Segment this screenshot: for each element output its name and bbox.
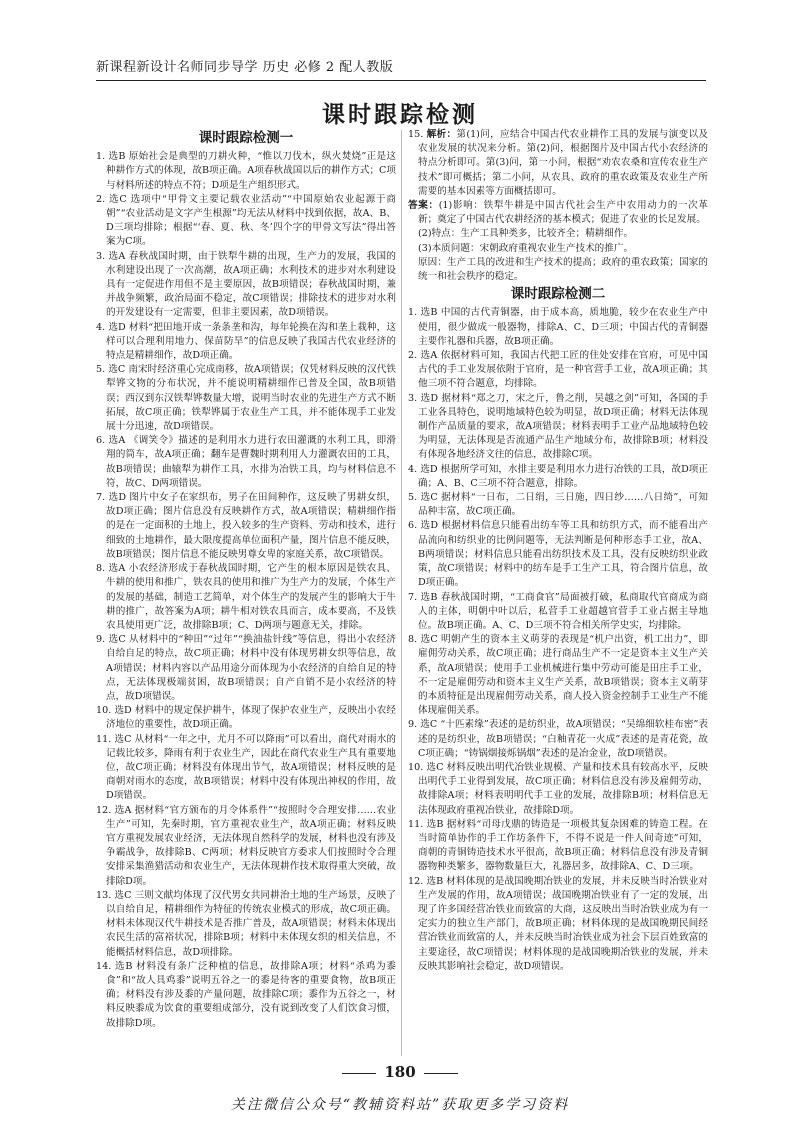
left-column (96, 128, 396, 1031)
analysis-paragraph: 15. 解析：第(1)问，应结合中国古代农业耕作工具的发展与演变以及农业发展的状况来分析。第(2)问，根据图片及中国古代小农经济的特点分析即可。第(3)问，第一小问，根据“劝农农桑和宣传农业生产技术”即可概括；第二小问，从农具、政府的重农政策及农业生产所需要的基本因素等方面概括即可。 (408, 129, 709, 197)
answer-item: 11. 选B 据材料“司母戊鼎的铸造是一项极其复杂困难的铸造工程。在当时简单协作的手工作坊条件下，不得不说是一件人间奇迹”可知，商朝的青铜铸造技术水平很高，故B项正确；材料信息没有涉及青铜器物种类繁多，器物数量巨大，礼器居多，故排除A、C、D三项。 (408, 818, 708, 873)
answer-item: 4. 选D 根据所学可知，水排主要是利用水力进行冶铁的工具，故D项正确；A、B、C三项不符合题意，排除。 (408, 463, 708, 489)
answer-item: 4. 选D 材料“把田地开成一条条垄和沟，每年轮换在沟和垄上栽种，这样可以合理利用地力、保苗防旱”的信息反映了我国古代农业经济的特点是精耕细作，故D项正确。 (96, 321, 396, 362)
answer-item: 9. 选C “十匹素缘”表述的是纺织业，故A项错误；“吴绵细软桂布密”表述的是纺织业，故B项错误；“白釉青花一火成”表述的是青花瓷，故C项正确；“铸锅烟接烁锅烟”表述的是冶金业，故D项错误。 (408, 719, 708, 759)
answer-text-2: (2)特点：生产工具种类多，比较齐全；精耕细作。 (418, 228, 634, 240)
answer-item: 11. 选C 从材料“一年之中，尤月不可以降雨”可以看出，商代对雨水的记载比较多，降雨有利于农业生产，因此在商代农业生产具有重要地位，故C项正确；材料没有体现出节气，故A项错误；材料反映的是商朝对雨水的态度，故B项错误；材料中没有体现出神权的作用，故D项错误。 (96, 733, 396, 802)
answer-text-3: (3)本质问题：宋朝政府重视农业生产技术的推广。 (418, 242, 634, 254)
answer-item: 5. 选C 南宋时经济重心完成南移，故A项错误；仅凭材料反映的汉代铁犁铧文物的分布状况，并不能说明精耕细作已普及全国，故B项错误；西汉到东汉铁犁铧数量大增，说明当时农业的先进生产方式不断拓展，故C项正确；铁犁铧属于农业生产工具，并不能体现手工业发展十分迅速，故D项错误。 (96, 364, 396, 433)
page-number-text: 180 (384, 1063, 416, 1081)
header-rule (96, 80, 706, 81)
page-title: 课时跟踪检测 (322, 101, 478, 128)
answer-text-4: 原因：生产工具的改进和生产技术的提高；政府的重农政策；国家的统一和社会秩序的稳定。 (418, 256, 708, 283)
answer-item: 12. 选B 材料体现的是战国晚期冶铁业的发展，并未反映当时冶铁业对生产发展的作用，故A项错误；战国晚期冶铁业有了一定的发展，出现了许多国经营冶铁业而致富的大商，这反映出当时冶铁业成为有一定实力的独立生产部门，故B项正确；材料体现的是战国晚期民间经营冶铁业而致富的人，并未反映当时冶铁业成为社会下层百姓致富的主要途径，故C项错误；材料体现的是战国晚期冶铁业的发展，并未反映其影响社会稳定，故D项错误。 (408, 875, 708, 972)
answer-item: 6. 选A 《调笑令》描述的是利用水力进行农田灌溉的水利工具，即滑翔的筒车，故A项正确；翻车是曹魏时期利用人力灌溉农田的工具，故B项错误；曲辕犁为耕作工具，水排为冶铁工具，均与材料信息不符，故C、D两项错误。 (96, 435, 396, 489)
answer-text-1: (1)影响：铁犁牛耕是中国古代社会生产中农用动力的一次革新；奠定了中国古代农耕经济的基本模式；促进了农业的长足发展。 (418, 200, 708, 226)
column-divider (401, 130, 402, 1056)
answer-item: 10. 选C 材料反映出明代冶铁业规模、产量和技术具有较高水平，反映出明代手工业得到发展，故C项正确；材料信息没有涉及雇佣劳动，故排除A项；材料表明明代手工业的发展，故排除B项；材料信息无法体现政府重视冶铁业，故排除D项。 (408, 761, 708, 816)
answer-item: 8. 选C 明朝产生的资本主义萌芽的表现是“机户出资，机工出力”，即雇佣劳动关系，故C项正确；进行商品生产不一定是资本主义生产关系，故A项错误；使用手工业机械进行集中劳动可能是田庄手工业，不一定是雇佣劳动和资本主义生产关系，故B项错误；资本主义萌芽的本质特征是出现雇佣劳动关系，商人投入资金控制手工业生产不能体现雇佣关系。 (408, 634, 708, 717)
answer-item: 3. 选A 春秋战国时期，由于铁犁牛耕的出现，生产力的发展，我国的水利建设出现了一次高潮，故A项正确；水利技术的进步对水利建设具有一定促进作用但不是主要原因，故B项错误；春秋战国时期，兼并战争频繁，政治局面不稳定，故C项错误；排除技术的进步对水利的开发建设有一定需要，但非主要因素，故D项错误。 (96, 250, 396, 319)
analysis-label: 解析： (426, 129, 457, 140)
answer-15-block (408, 128, 708, 284)
answer-item: 12. 选A 据材料“官方颁布的月令体系件”“按照时令合理安排……农业生产”可知，先秦时期，官方重视农业生产，故A项正确；材料反映官方重视发展农业经济，无法体现自然科学的发展，材料也没有涉及争霸战争，故排除B、C两项；材料反映官方委求人们按照时令合理安排采集渔猎活动和农业生产，无法体现耕作技术取得重大突破，故排除D项。 (96, 804, 396, 887)
section-heading-1: 课时跟踪检测一 (198, 130, 294, 146)
answer-item: 8. 选A 小农经济形成于春秋战国时期，它产生的根本原因是铁农具、牛耕的使用和推广，铁农具的使用和推广为生产力的发展，个体生产的发展的基础，制造工艺简单，对个体生产的发展产生的影响大于牛耕的推广，故答案为A项；耕牛相对铁农具而言，成本要高，不及铁农具使用更广泛，故排除B项；C、D两项与题意无关，排除。 (96, 563, 396, 631)
answer-item: 2. 选A 依据材料可知，我国古代把工匠的住处安排在官府，可见中国古代的手工业发展依附于官府，是一种官营手工业，故A项正确；其他三项不符合题意，均排除。 (408, 350, 708, 390)
right-column (408, 128, 708, 974)
footer-note: 关注微信公众号“教辅资料站”获取更多学习资料 (230, 1097, 570, 1113)
answer-item: 14. 选B 材料没有条广泛种植的信息，故排除A项；材料“杀鸡为黍食”和“故人具鸡黍”说明五谷之一的黍是待客的重要食物，故B项正确；材料没有涉及黍的产量问题，故排除C项；黍作为五谷之一，材料反映黍成为饮食的重要组成部分，没有说到改变了人们饮食习惯，故排除D项。 (96, 960, 396, 1029)
answer-item: 7. 选B 春秋战国时期，“工商食官”局面被打破，私商取代官商成为商人的主体，明朝中叶以后，私营手工业超越官营手工业占据主导地位。故B项正确。A、C、D三项不符合相关所学史实，均排除。 (408, 591, 708, 631)
running-header: 新课程新设计名师同步导学 历史 必修 2 配人教版 (96, 60, 394, 75)
section-heading-2: 课时跟踪检测二 (510, 286, 606, 303)
section-1-answers (96, 150, 396, 1031)
answer-item: 1. 选B 中国的古代青铜器，由于成本高，质地脆，较少在农业生产中使用，很少做成一般器物，排除A、C、D三项；中国古代的青铜器主要作礼器和兵器，故B项正确。 (408, 307, 708, 347)
answer-item: 2. 选C 选项中“甲骨文主要记载农业活动”“中国原始农业起源于商朝”“农业活动是文字产生根源”均无法从材料中找到依据，故A、B、D三项均排除；根据“‘春、夏、秋、冬’四个字的甲骨文写法”得出答案为C项。 (96, 193, 396, 248)
page-number (0, 1063, 800, 1081)
answer-item: 3. 选D 据材料“郑之刀，宋之斤，鲁之削，吴越之剑”可知，各国的手工业各具特色，说明地域特色较为明显，故D项正确；材料无法体现制作产品质量的要求，故A项错误；材料表明手工业产品地域特色较为明显，无法体现是否流通产品生产地域分布，故排除B项；材料没有体现各地经济文往的信息，故排除C项。 (408, 392, 708, 461)
answer-paragraph (408, 199, 708, 227)
answer-item: 6. 选D 根据材料信息只能看出纺车等工具和纺织方式，而不能看出产品流向和纺织业的比例问题等，无法判断是何种形态手工业，故A、B两项错误；材料信息只能看出纺织技术及工具，没有反映纺织业政策，故C项错误；材料中的纺车是手工生产工具，符合图片信息，故D项正确。 (408, 520, 708, 589)
section-2-answers (408, 306, 708, 974)
answer-item: 10. 选D 材料中的规定保护耕牛，体现了保护农业生产，反映出小农经济地位的重要性，故D项正确。 (96, 705, 396, 731)
analysis-text: 第(1)问，应结合中国古代农业耕作工具的发展与演变以及农业发展的状况来分析。第(2)问，根据图片及中国古代小农经济的特点分析即可。第(3)问，第一小问，根据“劝农农桑和宣传农业生产技术”即可概括；第二小问，从农具、政府的重农政策及农业生产所需要的基本因素等方面概括即可。 (418, 129, 709, 197)
answer-label: 答案： (408, 200, 439, 212)
answer-item: 5. 选C 据材料“一日布，二日绢，三日施，四日纱……八日绮”，可知品种丰富，故C项正确。 (408, 492, 708, 518)
answer-item: 13. 选C 三则文献均体现了汉代男女共同耕治土地的生产场景，反映了以自给自足，精耕细作为特征的传统农业模式的形成，故C项正确。材料未体现汉代牛耕技术是否推广普及，故A项错误；材料未体现出农民生活的富裕状况，排除B项；材料中未体现女织的相关信息，不能概括材料信息，故D项排除。 (96, 889, 396, 958)
answer-item: 1. 选B 原始社会是典型的刀耕火种，“惟以刀伐木，纵火焚烧”正是这种耕作方式的体现，故B项正确。A项春秋战国以后的耕作方式；C项与材料所述的特点不符；D项是生产组织形式。 (96, 151, 396, 191)
answer-item: 9. 选C 从材料中的“种田”“过年”“换油盐针线”等信息，得出小农经济自给自足的特点，故C项正确；材料中没有体现男耕女织等信息，故A项错误；材料内容以产品用途分而体现为小农经济的自给自足的特点，无法体现极端贫困，故B项错误；自产自销不是小农经济的特点，故D项错误。 (96, 634, 396, 702)
answer-item: 7. 选D 图片中女子在家织布，男子在田间种作，这反映了男耕女织，故D项正确；图片信息没有反映耕作方式，故A项错误；精耕细作指的是在一定面积的土地上，投入较多的生产资料、劳动和技术，进行细致的土地耕作，最大限度提高单位面积产量，图片信息不能反映，故B项错误；图片信息不能反映男尊女卑的家庭关系，故C项错误。 (96, 492, 396, 560)
